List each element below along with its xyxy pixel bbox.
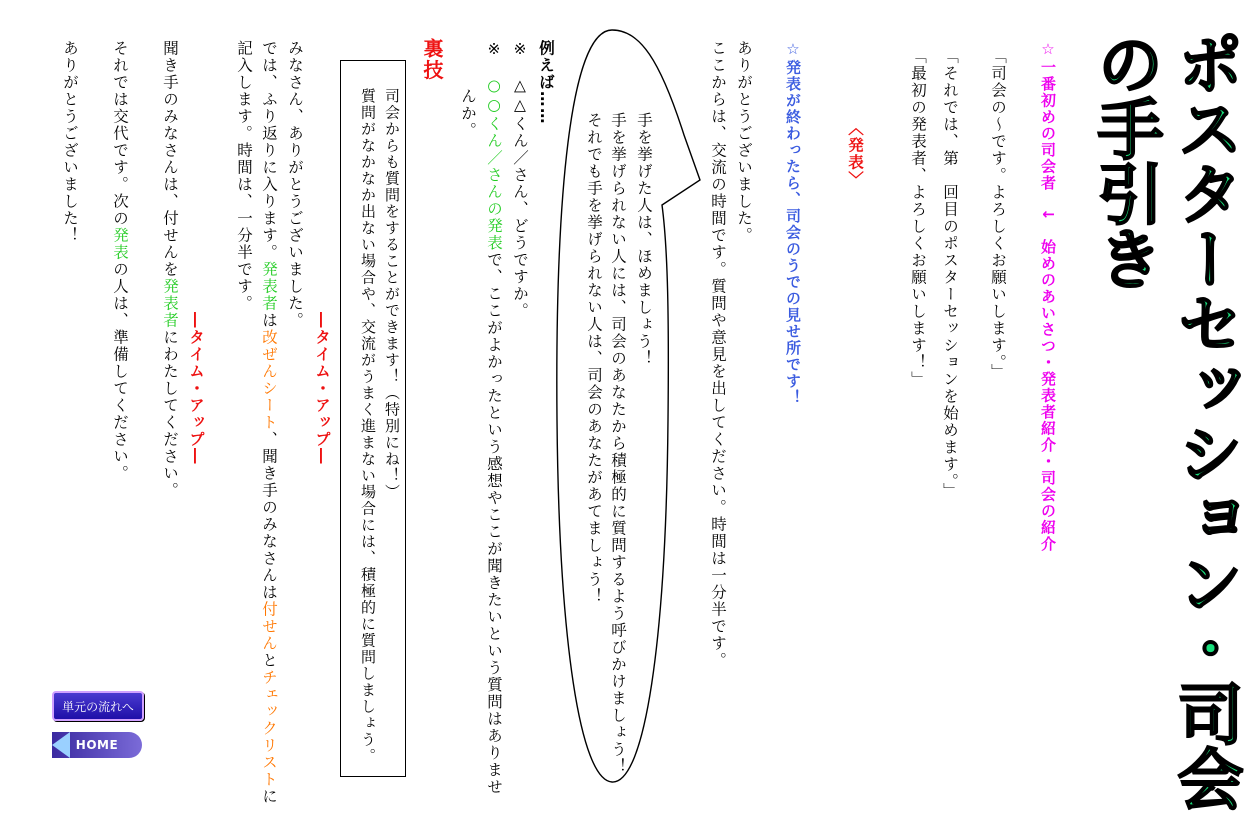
unit-flow-button[interactable]: 単元の流れへ <box>52 691 144 721</box>
trick-header: 裏技 <box>420 38 444 81</box>
closing-line-5: それでは交代です。次の発表の人は、準備してください。 <box>111 40 129 482</box>
example-line-3: んか。 <box>459 88 477 139</box>
example-header: 例えば…… <box>537 40 555 125</box>
page-title: ポスターセッション・司会の手引き <box>1086 30 1243 810</box>
after-header: ☆発表が終わったら、司会のうでの見せ所です！ <box>784 40 802 406</box>
opening-line-2: 「それでは、第 回目のポスターセッションを始めます。」 <box>941 48 959 500</box>
after-line-1: ありがとうございました。 <box>735 40 753 244</box>
trick-line-1: 司会からも質問をすることができます！（特別にね！） <box>383 88 401 501</box>
example-line-1: ※ △△くん／さん、どうですか。 <box>511 40 529 320</box>
closing-line-4: 聞き手のみなさんは、付せんを発表者にわたしてください。 <box>161 40 179 499</box>
closing-line-3: 記入します。時間は、一分半です。 <box>235 40 253 312</box>
opening-header: ☆一番初めの司会者 ↓ 始めのあいさつ・発表者紹介・司会の紹介 <box>1039 40 1057 553</box>
opening-line-1: 「司会の～です。よろしくお願いします。」 <box>989 48 1007 381</box>
bubble-line-3: それでも手を挙げられない人は、司会のあなたがあてましょう！ <box>585 112 603 605</box>
opening-line-3: 「最初の発表者、よろしくお願いします！」 <box>909 48 927 388</box>
presentation-label: 〈発表〉 <box>846 120 864 188</box>
trick-line-2: 質問がなかなか出ない場合や、交流がうまく進まない場合には、積極的に質問しましょう。 <box>359 88 377 765</box>
bubble-line-2: 手を挙げられない人には、司会のあなたから積極的に質問するよう呼びかけましょう！ <box>609 112 627 775</box>
closing-line-1: みなさん、ありがとうございました。 <box>286 40 304 329</box>
bubble-line-1: 手を挙げた人は、ほめましょう！ <box>635 112 653 367</box>
closing-line-2: では、ふり返りに入ります。発表者は改ぜんシート、聞き手のみなさんは付せんとチェックリストに <box>260 40 278 805</box>
timeup-2: ―タイム・アップ― <box>187 312 205 465</box>
home-button-label: HOME <box>75 738 119 752</box>
closing-line-6: ありがとうございました！ <box>61 40 79 244</box>
home-button[interactable] <box>52 732 142 758</box>
after-line-2: ここからは、交流の時間です。質問や意見を出してください。時間は一分半です。 <box>709 40 727 669</box>
example-line-2: ※ ○○くん／さんの発表で、ここがよかったという感想やここが聞きたいという質問はありませ <box>485 40 503 796</box>
timeup-1: ―タイム・アップ― <box>313 312 331 465</box>
